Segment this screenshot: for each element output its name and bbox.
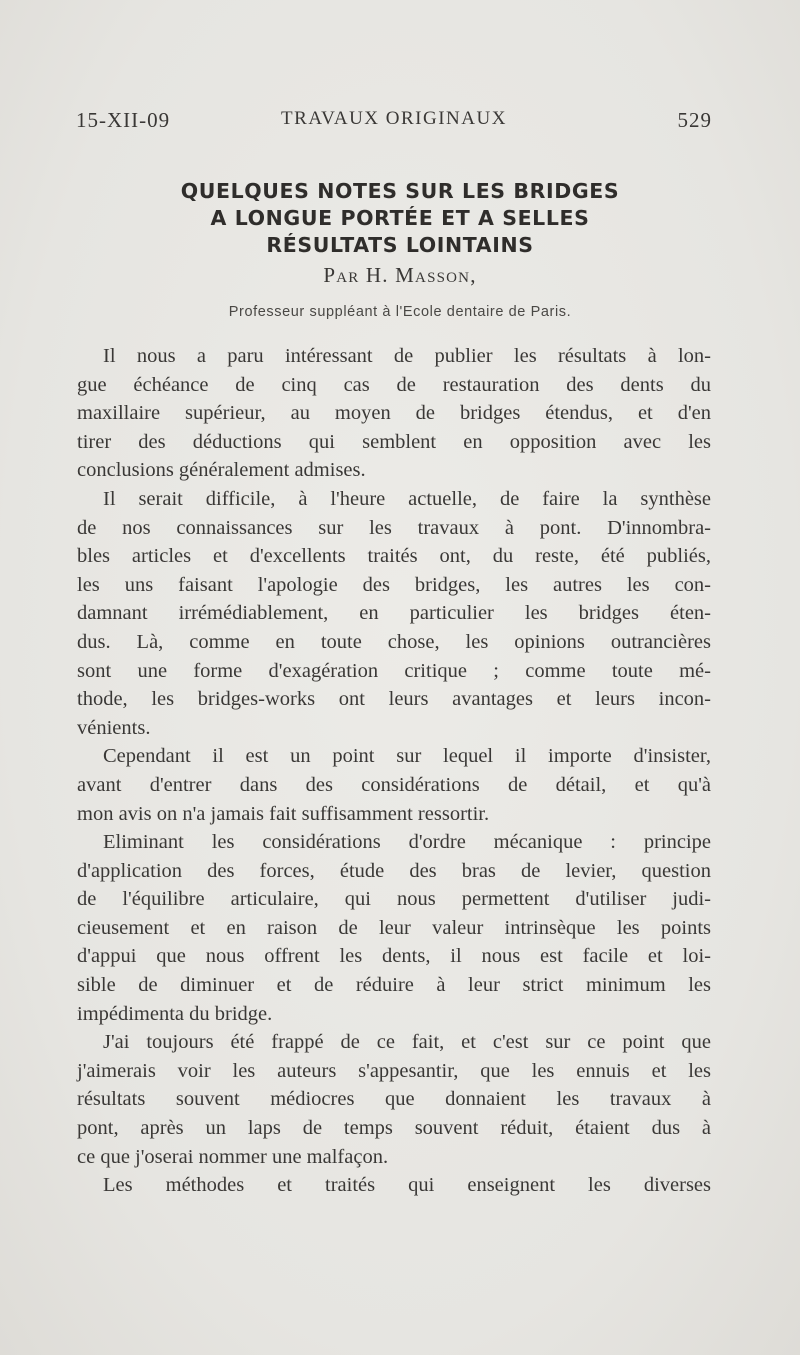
body-text-line: sible de diminuer et de réduire à leur strict minimum les: [77, 974, 711, 997]
author-affiliation: Professeur suppléant à l'Ecole dentaire de Paris.: [228, 304, 572, 320]
body-text-line: Eliminant les considérations d'ordre mécanique : principe: [103, 831, 711, 854]
body-text-line: cieusement et en raison de leur valeur intrinsèque les points: [77, 916, 711, 939]
body-text-line: Les méthodes et traités qui enseignent les diverses: [103, 1174, 711, 1197]
header-date: 15-XII-09: [76, 108, 171, 132]
body-text-line: vénients.: [77, 716, 151, 739]
body-text-line: damnant irrémédiablement, en particulier les bridges éten-: [77, 602, 711, 625]
body-text-line: conclusions généralement admises.: [77, 459, 366, 482]
body-text-line: Il serait difficile, à l'heure actuelle, de faire la synthèse: [103, 487, 711, 510]
body-text-line: pont, après un laps de temps souvent réduit, étaient dus à: [77, 1117, 711, 1140]
body-text-line: impédimenta du bridge.: [77, 1002, 273, 1025]
body-text-line: thode, les bridges-works ont leurs avantages et leurs incon-: [77, 688, 711, 711]
body-text-line: maxillaire supérieur, au moyen de bridges étendus, et d'en: [77, 402, 711, 425]
body-text-line: Cependant il est un point sur lequel il importe d'insister,: [103, 745, 711, 768]
body-text-line: dus. Là, comme en toute chose, les opinions outrancières: [77, 630, 711, 653]
body-text-line: mon avis on n'a jamais fait suffisamment ressortir.: [77, 802, 490, 825]
article-title-line: RÉSULTATS LOINTAINS: [266, 233, 534, 257]
page-number: 529: [677, 108, 712, 132]
body-text-line: d'application des forces, étude des bras de levier, question: [77, 859, 711, 882]
body-text-line: J'ai toujours été frappé de ce fait, et c'est sur ce point que: [103, 1031, 711, 1054]
body-text-line: d'appui que nous offrent les dents, il nous est facile et loi-: [77, 945, 711, 968]
body-text-line: j'aimerais voir les auteurs s'appesantir, que les ennuis et les: [77, 1059, 711, 1082]
body-text-line: Il nous a paru intéressant de publier les résultats à lon-: [103, 345, 711, 367]
body-text-line: de nos connaissances sur les travaux à pont. D'innombra-: [77, 516, 711, 539]
body-text-line: de l'équilibre articulaire, qui nous permettent d'utiliser judi-: [77, 888, 711, 911]
body-text-line: résultats souvent médiocres que donnaient les travaux à: [77, 1088, 711, 1111]
body-text-line: bles articles et d'excellents traités ont, du reste, été publiés,: [77, 545, 711, 568]
author-byline: Par H. Masson,: [323, 263, 477, 287]
header-section-title: TRAVAUX ORIGINAUX: [281, 108, 507, 129]
article-body: [77, 342, 711, 1200]
body-text-line: gue échéance de cinq cas de restauration des dents du: [77, 373, 711, 396]
running-header: [76, 108, 712, 138]
article-title-line: QUELQUES NOTES SUR LES BRIDGES: [180, 179, 620, 203]
body-text-line: les uns faisant l'apologie des bridges, les autres les con-: [77, 573, 711, 596]
body-text-line: avant d'entrer dans des considérations de détail, et qu'à: [77, 773, 711, 796]
body-text-line: tirer des déductions qui semblent en opposition avec les: [77, 430, 711, 453]
body-text-line: ce que j'oserai nommer une malfaçon.: [77, 1145, 389, 1168]
article-title-line: A LONGUE PORTÉE ET A SELLES: [210, 206, 590, 230]
body-text-line: sont une forme d'exagération critique ; comme toute mé-: [77, 659, 711, 682]
article-title: [60, 178, 740, 259]
